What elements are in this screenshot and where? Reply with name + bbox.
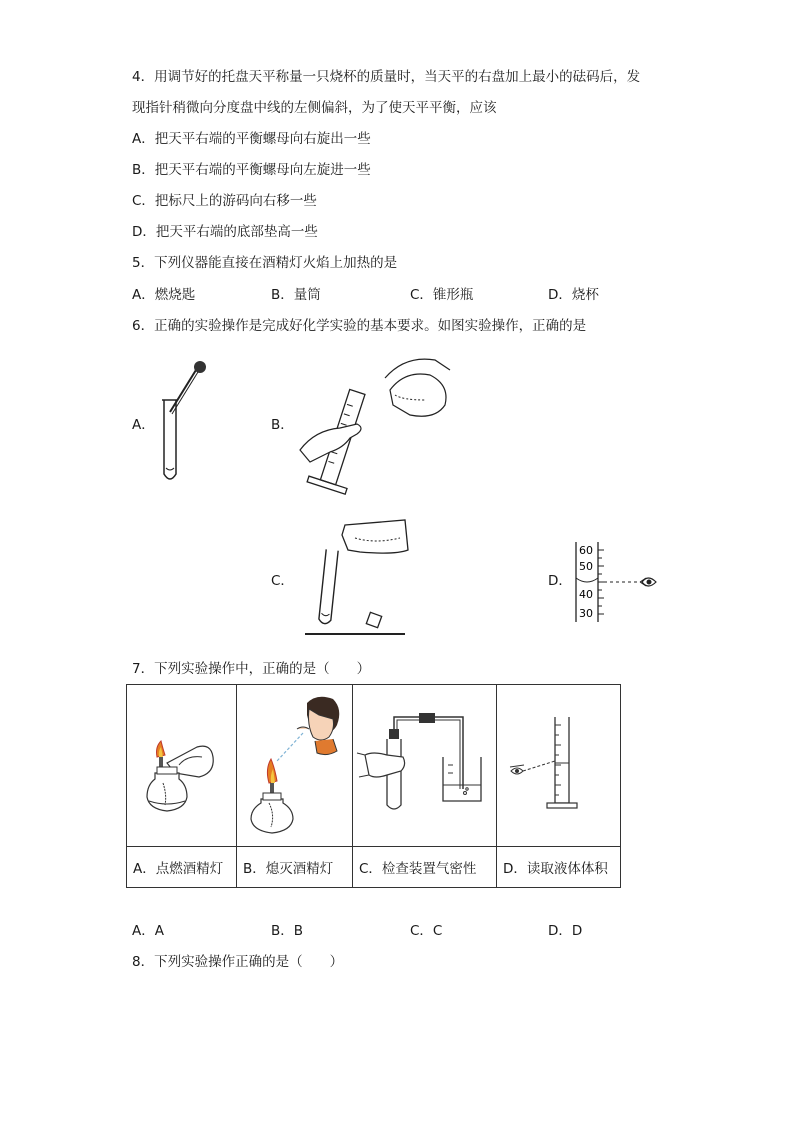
q6-figure-b-pouring-cylinder [295, 350, 455, 500]
q4-stem-line2: 现指针稍微向分度盘中线的左侧偏斜，为了使天平平衡，应该 [132, 100, 497, 116]
q5-option-a: A．燃烧匙 [132, 287, 196, 303]
q7-figure-b-blowing-lamp [237, 685, 352, 842]
q5-option-d: D．烧杯 [548, 287, 599, 303]
q7-answer-a: A．A [132, 923, 164, 939]
q7-figure-a-lighting-lamp [127, 685, 236, 842]
q7-stem: 7．下列实验操作中，正确的是（ ） [132, 661, 371, 677]
q4-option-d: D．把天平右端的底部垫高一些 [132, 224, 318, 240]
q4-option-c: C．把标尺上的游码向右移一些 [132, 193, 317, 209]
q6-figure-a-dropper-test-tube [155, 360, 215, 490]
q7-cell-b-image [237, 685, 353, 847]
q6-label-d: D． [548, 573, 572, 589]
q7-caption-a: A．点燃酒精灯 [127, 847, 237, 888]
q7-answer-c: C．C [410, 923, 443, 939]
q6-label-c: C． [271, 573, 294, 589]
q7-caption-b: B．熄灭酒精灯 [237, 847, 353, 888]
q4-stem-line1: 4．用调节好的托盘天平称量一只烧杯的质量时，当天平的右盘加上最小的砝码后，发 [132, 69, 641, 85]
q5-stem: 5．下列仪器能直接在酒精灯火焰上加热的是 [132, 255, 398, 271]
scale-tick-40: 40 [579, 588, 593, 601]
q6-label-a: A． [132, 417, 155, 433]
q4-option-a: A．把天平右端的平衡螺母向右旋出一些 [132, 131, 371, 147]
q7-figure-d-reading-cylinder [497, 685, 620, 842]
q7-cell-a-image [127, 685, 237, 847]
scale-tick-30: 30 [579, 607, 593, 620]
q4-option-b: B．把天平右端的平衡螺母向左旋进一些 [132, 162, 371, 178]
q6-stem: 6．正确的实验操作是完成好化学实验的基本要求。如图实验操作，正确的是 [132, 318, 587, 334]
q5-option-c: C．锥形瓶 [410, 287, 474, 303]
q7-figure-c-airtightness-check [353, 685, 496, 842]
q7-answer-d: D．D [548, 923, 583, 939]
q7-caption-c: C．检查装置气密性 [353, 847, 497, 888]
q7-answer-b: B．B [271, 923, 304, 939]
q7-cell-d-image [497, 685, 621, 847]
q7-caption-d: D．读取液体体积 [497, 847, 621, 888]
q8-stem: 8．下列实验操作正确的是（ ） [132, 954, 344, 970]
scale-tick-50: 50 [579, 560, 593, 573]
q6-figure-c-adding-solid [300, 510, 410, 640]
q5-option-b: B．量筒 [271, 287, 321, 303]
q7-options-table [126, 684, 621, 888]
q6-label-b: B． [271, 417, 294, 433]
q7-cell-c-image [353, 685, 497, 847]
scale-tick-60: 60 [579, 544, 593, 557]
q6-figure-d-reading-scale [568, 538, 663, 628]
